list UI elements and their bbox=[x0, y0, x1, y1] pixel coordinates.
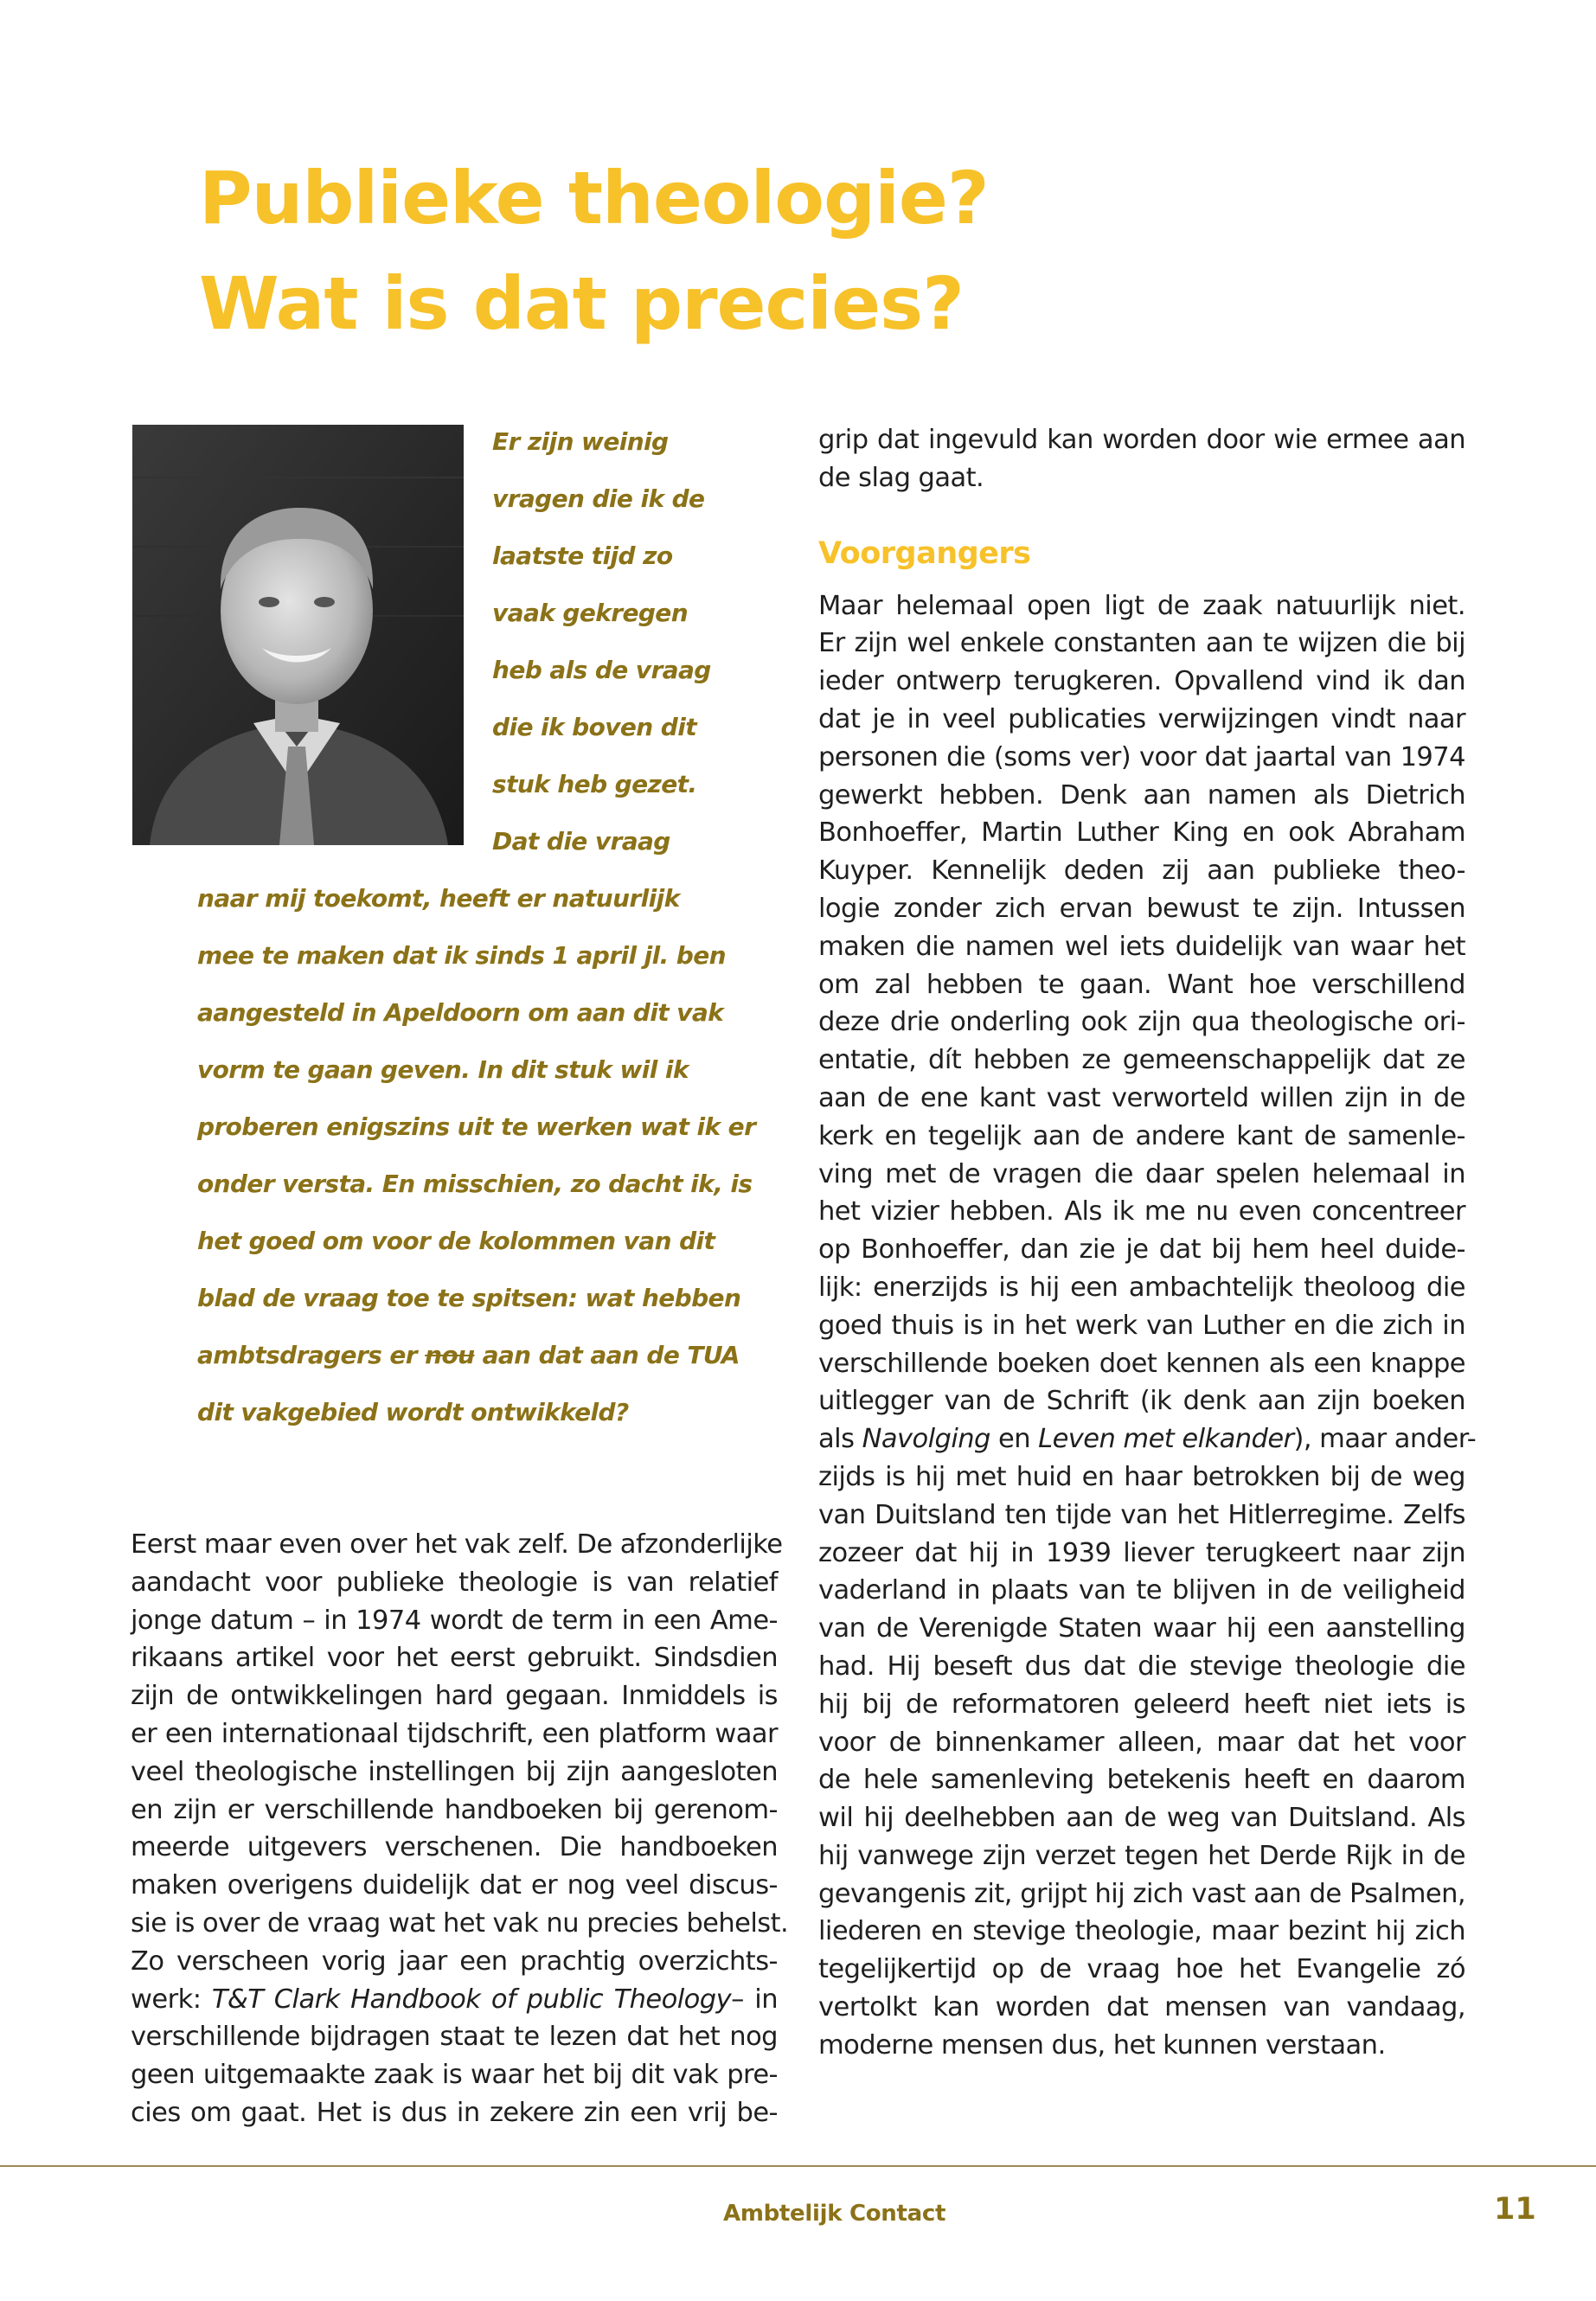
body-line: maken die namen wel iets duidelijk van waar het bbox=[818, 931, 1465, 962]
intro-line: aangesteld in Apeldoorn om aan dit vak bbox=[197, 998, 724, 1027]
body-line: om zal hebben te gaan. Want hoe verschillend bbox=[818, 969, 1465, 1000]
body-line: sie is over de vraag wat het vak nu precies behelst. bbox=[131, 1907, 789, 1939]
intro-line: vaak gekregen bbox=[492, 599, 689, 627]
intro-line: vorm te gaan geven. In dit stuk wil ik bbox=[197, 1055, 689, 1084]
body-line: Bonhoeffer, Martin Luther King en ook Abraham bbox=[818, 817, 1465, 849]
body-line: Eerst maar even over het vak zelf. De afzonderlijke bbox=[131, 1529, 783, 1560]
intro-line: onder versta. En misschien, zo dacht ik, is bbox=[197, 1170, 753, 1198]
article-title bbox=[199, 145, 1453, 356]
intro-strike-post: aan dat aan de TUA bbox=[474, 1341, 740, 1369]
article-intro bbox=[197, 413, 803, 1441]
body-line: Er zijn wel enkele constanten aan te wijzen die bij bbox=[818, 628, 1465, 659]
book-title: Leven met elkander bbox=[1038, 1424, 1294, 1455]
body-line: logie zonder zich ervan bewust te zijn. Intussen bbox=[818, 893, 1465, 924]
body-line-citation bbox=[818, 1420, 1477, 1458]
body-line: uitlegger van de Schrift (ik denk aan zijn boeken bbox=[818, 1386, 1465, 1417]
intro-line: het goed om voor de kolommen van dit bbox=[197, 1227, 715, 1255]
body-line: vaderland in plaats van te blijven in de veiligheid bbox=[818, 1575, 1465, 1606]
body-line: Maar helemaal open ligt de zaak natuurlijk niet. bbox=[818, 590, 1465, 621]
body-line: het vizier hebben. Als ik me nu even concentreer bbox=[818, 1196, 1465, 1227]
intro-line: dit vakgebied wordt ontwikkeld? bbox=[197, 1398, 629, 1426]
body-line: hij bij de reformatoren geleerd heeft niet iets is bbox=[818, 1689, 1465, 1720]
magazine-name: Ambtelijk Contact bbox=[723, 2201, 946, 2227]
footer-rule bbox=[0, 2165, 1596, 2167]
body-line: maken overigens duidelijk dat er nog veel discus- bbox=[131, 1870, 778, 1901]
title-line-1: Publieke theologie? bbox=[199, 156, 989, 240]
body-column-left bbox=[131, 1526, 789, 2132]
citation-en: en bbox=[990, 1424, 1039, 1455]
body-line: kerk en tegelijk aan de andere kant de samenle- bbox=[818, 1120, 1465, 1151]
citation-pre: werk: bbox=[131, 1984, 212, 2015]
struck-word: nou bbox=[425, 1341, 475, 1369]
page-number: 11 bbox=[1494, 2192, 1536, 2227]
body-line: meerde uitgevers verschenen. Die handboeken bbox=[131, 1832, 778, 1863]
body-line: liederen en stevige theologie, maar bezint hij zich bbox=[818, 1916, 1465, 1947]
body-line: entatie, dít hebben ze gemeenschappelijk dat ze bbox=[818, 1045, 1465, 1076]
body-line: ving met de vragen die daar spelen helemaal in bbox=[818, 1158, 1465, 1189]
intro-line: vragen die ik de bbox=[492, 484, 705, 513]
body-line: vertolkt kan worden dat mensen van vandaag, bbox=[818, 1992, 1465, 2023]
body-line: gewerkt hebben. Denk aan namen als Dietrich bbox=[818, 779, 1465, 811]
body-line: van de Verenigde Staten waar hij een aanstelling bbox=[818, 1613, 1465, 1644]
citation-post: ), maar ander- bbox=[1293, 1424, 1477, 1455]
body-line: geen uitgemaakte zaak is waar het bij dit vak pre- bbox=[131, 2060, 778, 2091]
body-line: de slag gaat. bbox=[818, 462, 984, 493]
body-line: dat je in veel publicaties verwijzingen vindt naar bbox=[818, 703, 1465, 734]
body-line: gevangenis zit, grijpt hij zich vast aan de Psalmen, bbox=[818, 1878, 1465, 1909]
title-line-2: Wat is dat precies? bbox=[199, 261, 964, 346]
body-line: van Duitsland ten tijde van het Hitlerregime. Zelfs bbox=[818, 1499, 1465, 1530]
citation-post: – in bbox=[731, 1984, 778, 2015]
body-line: had. Hij beseft dus dat die stevige theologie die bbox=[818, 1650, 1465, 1682]
body-line: Kuyper. Kennelijk deden zij aan publieke theo- bbox=[818, 856, 1465, 887]
intro-line: Er zijn weinig bbox=[492, 427, 669, 456]
body-line: de hele samenleving betekenis heeft en daarom bbox=[818, 1765, 1465, 1796]
body-line: er een internationaal tijdschrift, een platform waar bbox=[131, 1718, 778, 1749]
body-line-citation bbox=[131, 1981, 778, 2019]
intro-line-strike bbox=[197, 1327, 803, 1384]
body-line: moderne mensen dus, het kunnen verstaan. bbox=[818, 2029, 1386, 2061]
body-line: grip dat ingevuld kan worden door wie ermee aan bbox=[818, 425, 1465, 455]
section-subheading: Voorgangers bbox=[818, 535, 1031, 571]
body-line: tegelijkertijd op de vraag hoe het Evangelie zó bbox=[818, 1954, 1465, 1985]
body-line: op Bonhoeffer, dan zie je dat bij hem heel duide- bbox=[818, 1234, 1465, 1266]
body-line: voor de binnenkamer alleen, maar dat het voor bbox=[818, 1727, 1465, 1758]
intro-line: Dat die vraag bbox=[492, 827, 670, 856]
body-line: verschillende bijdragen staat te lezen dat het nog bbox=[131, 2022, 778, 2053]
body-line: cies om gaat. Het is dus in zekere zin een vrij be- bbox=[131, 2097, 778, 2128]
body-line: zijn de ontwikkelingen hard gegaan. Inmiddels is bbox=[131, 1681, 778, 1712]
intro-line: heb als de vraag bbox=[492, 656, 711, 684]
body-column-right bbox=[818, 421, 1477, 2065]
body-line: goed thuis is in het werk van Luther en die zich in bbox=[818, 1310, 1465, 1341]
intro-line: die ik boven dit bbox=[492, 713, 696, 741]
body-line: aandacht voor publieke theologie is van relatief bbox=[131, 1567, 778, 1598]
book-title: T&T Clark Handbook of public Theology bbox=[211, 1984, 732, 2015]
body-line: personen die (soms ver) voor dat jaartal van 1974 bbox=[818, 741, 1465, 772]
body-line: hij vanwege zijn verzet tegen het Derde Rijk in de bbox=[818, 1840, 1465, 1871]
intro-line: mee te maken dat ik sinds 1 april jl. ben bbox=[197, 941, 726, 970]
intro-line: naar mij toekomt, heeft er natuurlijk bbox=[197, 884, 680, 913]
citation-als: als bbox=[818, 1424, 862, 1455]
intro-line: stuk heb gezet. bbox=[492, 770, 697, 798]
body-line: rikaans artikel voor het eerst gebruikt. Sindsdien bbox=[131, 1643, 778, 1674]
body-line: zijds is hij met huid en haar betrokken bij de weg bbox=[818, 1461, 1465, 1492]
body-line: veel theologische instellingen bij zijn aangesloten bbox=[131, 1756, 778, 1787]
body-line: verschillende boeken doet kennen als een knappe bbox=[818, 1348, 1465, 1379]
body-line: ieder ontwerp terugkeren. Opvallend vind ik dan bbox=[818, 666, 1465, 697]
intro-line: blad de vraag toe te spitsen: wat hebben bbox=[197, 1284, 741, 1312]
intro-line: laatste tijd zo bbox=[492, 542, 673, 570]
body-line: wil hij deelhebben aan de weg van Duitsland. Als bbox=[818, 1803, 1465, 1834]
intro-strike-pre: ambtsdragers er bbox=[197, 1341, 426, 1369]
body-line: jonge datum – in 1974 wordt de term in een Ame- bbox=[131, 1605, 778, 1636]
body-line: lijk: enerzijds is hij een ambachtelijk theoloog die bbox=[818, 1272, 1465, 1303]
body-line: aan de ene kant vast verworteld willen zijn in de bbox=[818, 1082, 1465, 1113]
body-line: Zo verscheen vorig jaar een prachtig overzichts- bbox=[131, 1945, 778, 1977]
intro-line: proberen enigszins uit te werken wat ik er bbox=[197, 1112, 756, 1141]
body-line: en zijn er verschillende handboeken bij gerenom- bbox=[131, 1794, 778, 1825]
body-line: deze drie onderling ook zijn qua theologische ori- bbox=[818, 1007, 1465, 1038]
book-title: Navolging bbox=[862, 1424, 990, 1455]
body-line: zozeer dat hij in 1939 liever terugkeert naar zijn bbox=[818, 1537, 1465, 1568]
